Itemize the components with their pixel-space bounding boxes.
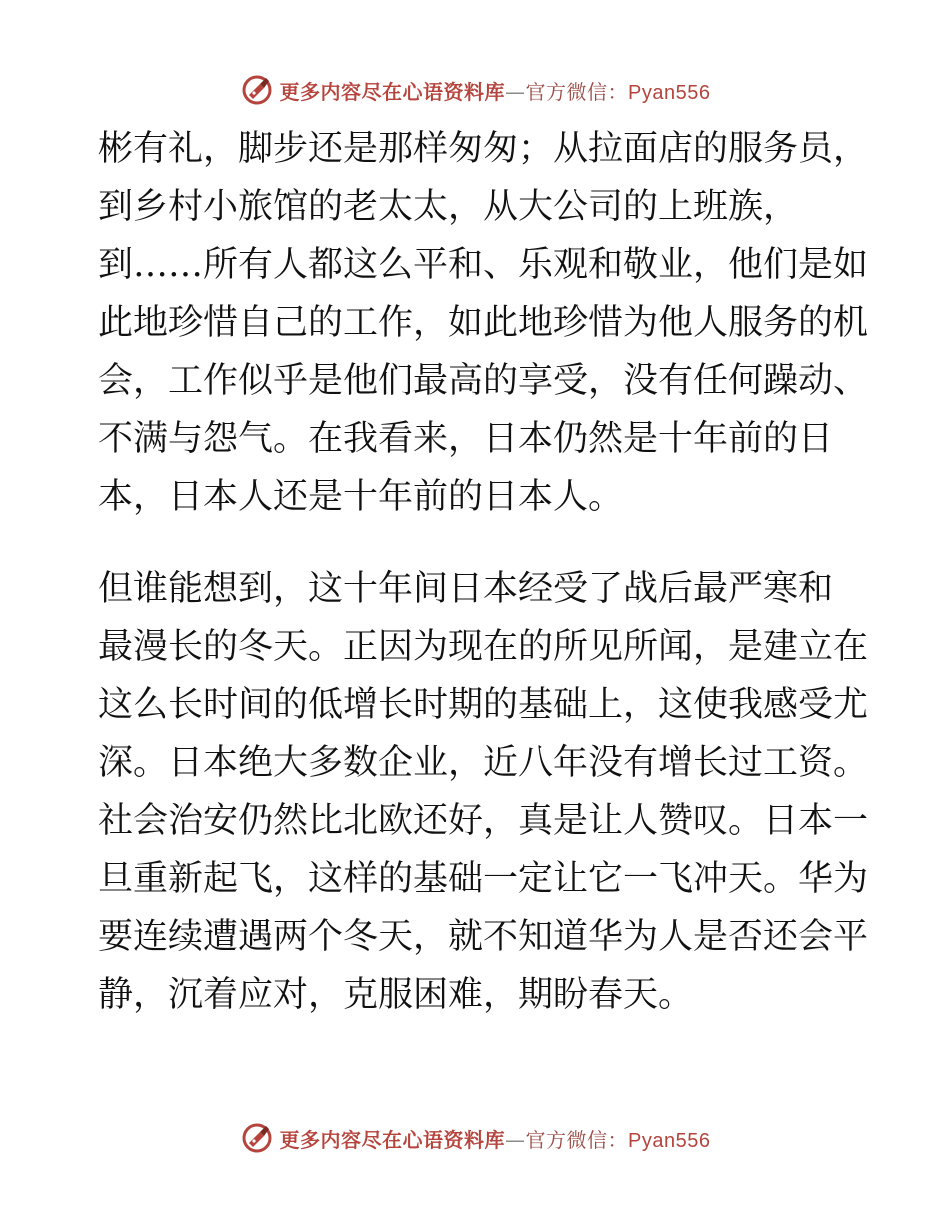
watermark-wechat-id: Pyan556 bbox=[628, 81, 711, 104]
watermark-wechat-label: 官方微信： bbox=[525, 1127, 629, 1152]
text-line: 本，日本人还是十年前的日本人。 bbox=[98, 477, 624, 517]
text-line: 彬有礼，脚步还是那样匆匆；从拉面店的服务员， bbox=[98, 129, 869, 169]
paragraph-2 bbox=[98, 560, 869, 1024]
watermark-separator: — bbox=[505, 1127, 526, 1152]
pen-nib-icon bbox=[240, 73, 274, 107]
paragraph-1 bbox=[98, 120, 869, 526]
text-line: 社会治安仍然比北欧还好，真是让人赞叹。日本一 bbox=[98, 801, 869, 841]
text-line: 但谁能想到，这十年间日本经受了战后最严寒和 bbox=[98, 569, 834, 609]
text-line: 这么长时间的低增长时期的基础上，这使我感受尤 bbox=[98, 685, 869, 725]
text-line: 最漫长的冬天。正因为现在的所见所闻，是建立在 bbox=[98, 627, 869, 667]
text-line: 不满与怨气。在我看来，日本仍然是十年前的日 bbox=[98, 419, 834, 459]
text-line: 深。日本绝大多数企业，近八年没有增长过工资。 bbox=[98, 743, 869, 783]
text-line: 到乡村小旅馆的老太太，从大公司的上班族， bbox=[98, 187, 799, 227]
watermark-separator: — bbox=[505, 79, 526, 104]
watermark-text bbox=[280, 76, 711, 105]
watermark-wechat-id: Pyan556 bbox=[628, 1129, 711, 1152]
watermark-site-text: 更多内容尽在心语资料库 bbox=[279, 79, 506, 104]
header-watermark bbox=[0, 70, 950, 110]
text-line: 静，沉着应对，克服困难，期盼春天。 bbox=[98, 975, 694, 1015]
text-line: 到……所有人都这么平和、乐观和敬业，他们是如 bbox=[98, 245, 869, 285]
watermark-text bbox=[280, 1124, 711, 1153]
text-line: 此地珍惜自己的工作，如此地珍惜为他人服务的机 bbox=[98, 303, 869, 343]
text-line: 会，工作似乎是他们最高的享受，没有任何躁动、 bbox=[98, 361, 869, 401]
watermark-site-text: 更多内容尽在心语资料库 bbox=[279, 1127, 506, 1152]
footer-watermark bbox=[0, 1118, 950, 1158]
pen-nib-icon bbox=[240, 1121, 274, 1155]
text-line: 旦重新起飞，这样的基础一定让它一飞冲天。华为 bbox=[98, 859, 869, 899]
text-line: 要连续遭遇两个冬天，就不知道华为人是否还会平 bbox=[98, 917, 869, 957]
document-body bbox=[98, 120, 869, 1024]
watermark-wechat-label: 官方微信： bbox=[525, 79, 629, 104]
paragraph-gap bbox=[98, 526, 858, 560]
